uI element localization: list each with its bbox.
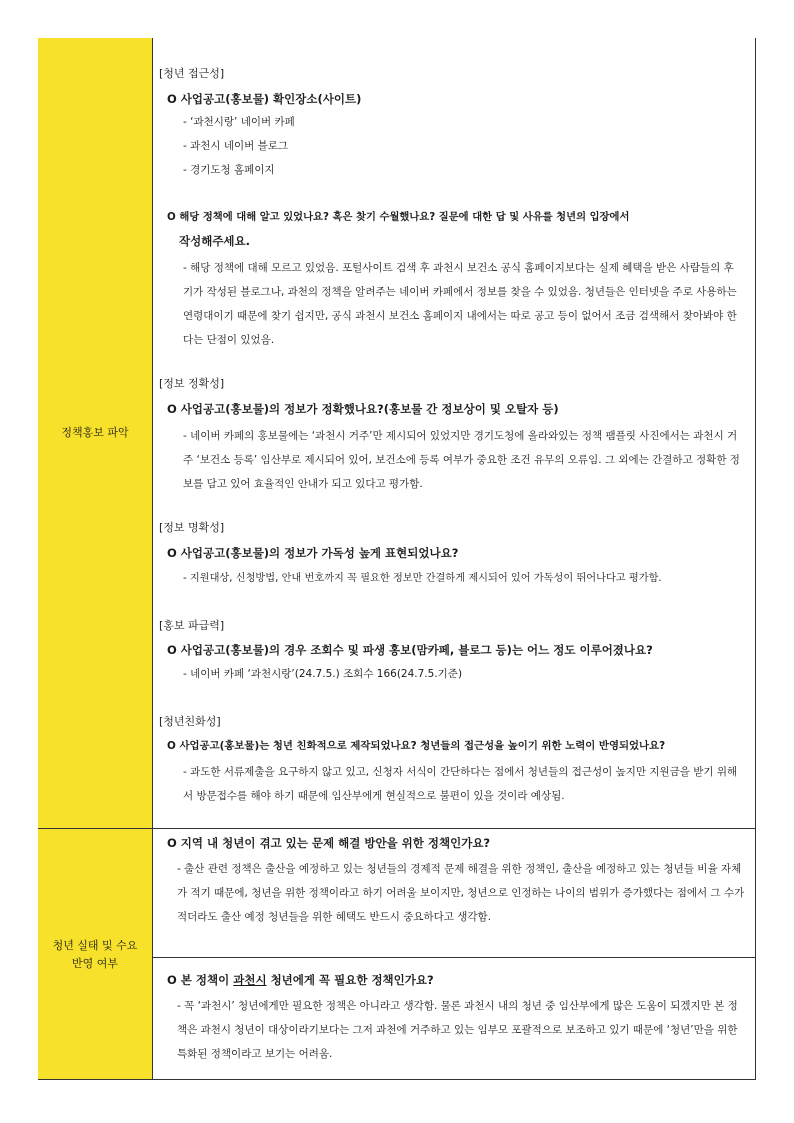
question bbox=[167, 972, 434, 988]
row-content-cell bbox=[153, 958, 756, 1080]
section-heading: [청년 접근성] bbox=[159, 67, 225, 80]
section-heading: [홍보 파급력] bbox=[159, 619, 225, 632]
question: O 사업공고(홍보물)의 정보가 정확했나요?(홍보물 간 정보상이 및 오탈자 등) bbox=[167, 402, 559, 416]
question-suffix: 청년에게 꼭 필요한 정책인가요? bbox=[266, 973, 434, 987]
row-label-cell bbox=[38, 829, 153, 1080]
question: O 해당 정책에 대해 알고 있었나요? 혹은 찾기 수월했나요? 질문에 대한 답 및 사유를 청년의 입장에서 bbox=[167, 211, 630, 223]
question-continued: 작성해주세요. bbox=[179, 234, 251, 248]
answer: - 네이버 카페의 홍보물에는 ‘과천시 거주’만 제시되어 있었지만 경기도청에 올라와있는 정책 팸플릿 사진에서는 과천시 거주 ‘보건소 등록’ 임산부로 제시되어 있어, 보건소에 등록 여부가 중요한 조건 유무의 오류임. 그 외에는 간결하고 정확한 정보를 담고 있어 효율적인 안내가 되고 있다고 평가함. bbox=[183, 430, 740, 490]
row-content-cell bbox=[153, 829, 756, 957]
answer: - 지원대상, 신청방법, 안내 번호까지 꼭 필요한 정보만 간결하게 제시되어 있어 가독성이 뛰어나다고 평가함. bbox=[183, 573, 662, 584]
answer: - 해당 정책에 대해 모르고 있었음. 포털사이트 검색 후 과천시 보건소 공식 홈페이지보다는 실제 혜택을 받은 사람들의 후기가 작성된 블로그나, 과천의 정책을 알려주는 네이버 카페에서 정보를 찾을 수 있었음. 청년들은 인터넷을 주로 사용하는 연령대이기 때문에 찾기 쉽지만, 공식 과천시 보건소 홈페이지 내에서는 따로 공고 등이 없어서 조금 검색해서 찾아봐야 한다는 단점이 있었음. bbox=[183, 262, 737, 346]
answer: - 출산 관련 정책은 출산을 예정하고 있는 청년들의 경제적 문제 해결을 위한 정책인, 출산을 예정하고 있는 청년들 비율 자체가 적기 때문에, 청년을 위한 정책이라고 하기 어려울 보이지만, 청년으로 인정하는 나이의 범위가 증가했다는 점에서 그 수가 적더라도 출산 예정 청년들을 위한 혜택도 반드시 중요하다고 생각함. bbox=[177, 863, 745, 923]
question: O 사업공고(홍보물)의 경우 조회수 및 파생 홍보(맘카페, 블로그 등)는 어느 정도 이루어졌나요? bbox=[167, 643, 653, 657]
answer: - 과도한 서류제출을 요구하지 않고 있고, 신청자 서식이 간단하다는 점에서 청년들의 접근성이 높지만 지원금을 받기 위해서 방문접수를 해야 하기 때문에 임산부에게 현실적으로 불편이 있을 것이라 예상됨. bbox=[183, 766, 738, 802]
evaluation-table bbox=[38, 38, 756, 1080]
list-item: - ‘과천시랑’ 네이버 카페 bbox=[183, 116, 295, 128]
question: O 사업공고(홍보물) 확인장소(사이트) bbox=[167, 92, 362, 106]
question: O 사업공고(홍보물)의 정보가 가독성 높게 표현되었나요? bbox=[167, 546, 459, 560]
table-border-bottom bbox=[38, 1079, 756, 1080]
question-underlined: 과천시 bbox=[233, 973, 267, 987]
row-label: 정책홍보 파악 bbox=[61, 426, 129, 439]
row-content-cell bbox=[153, 38, 756, 828]
list-item: - 과천시 네이버 블로그 bbox=[183, 140, 289, 152]
section-heading: [정보 정확성] bbox=[159, 377, 225, 390]
section-heading: [청년친화성] bbox=[159, 715, 221, 728]
row-label-cell bbox=[38, 38, 153, 828]
section-heading: [정보 명확성] bbox=[159, 521, 225, 534]
question: O 사업공고(홍보물)는 청년 친화적으로 제작되었나요? 청년들의 접근성을 높이기 위한 노력이 반영되었나요? bbox=[167, 740, 666, 752]
list-item: - 경기도청 홈페이지 bbox=[183, 164, 275, 176]
row-label: 청년 실태 및 수요 반영 여부 bbox=[52, 938, 138, 970]
answer: - 꼭 ‘과천시’ 청년에게만 필요한 정책은 아니라고 생각함. 물론 과천시 내의 청년 중 임산부에게 많은 도움이 되겠지만 본 정책은 과천시 청년이 대상이라기보다는 그저 과천에 거주하고 있는 임부모 포괄적으로 보조하고 있기 때문에 ‘청년’만을 위한 특화된 정책이라고 보기는 어려움. bbox=[177, 1000, 738, 1060]
question: O 지역 내 청년이 겪고 있는 문제 해결 방안을 위한 정책인가요? bbox=[167, 836, 491, 850]
question-prefix: O 본 정책이 bbox=[167, 973, 234, 987]
answer: - 네이버 카페 ‘과천시랑’(24.7.5.) 조회수 166(24.7.5.기준) bbox=[183, 668, 463, 680]
